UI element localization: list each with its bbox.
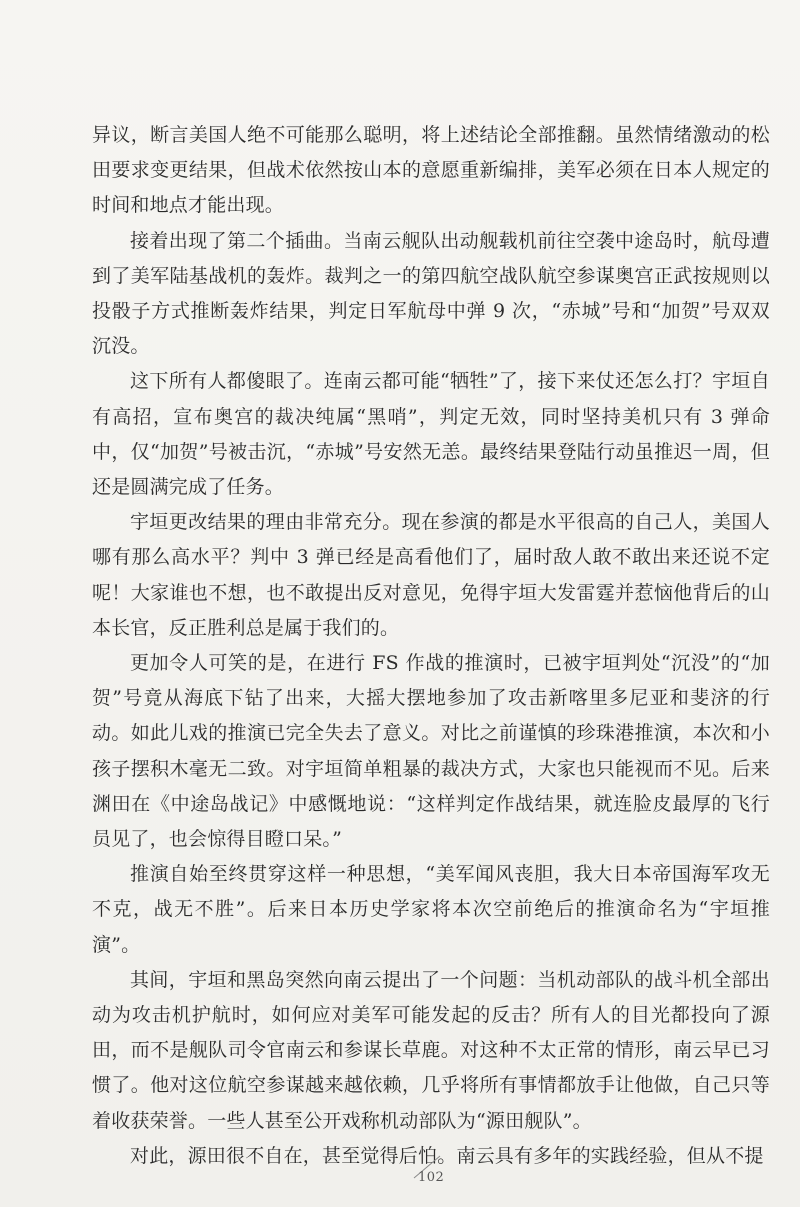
paragraph-6: 推演自始至终贯穿这样一种思想，“美军闻风丧胆，我大日本帝国海军攻无不克，战无不胜”。后来日本历史学家将本次空前绝后的推演命名为“宇垣推演”。 — [92, 863, 770, 956]
paragraph-3: 这下所有人都傻眼了。连南云都可能“牺牲”了，接下来仗还怎么打？宇垣自有高招，宣布奥宫的裁决纯属“黑哨”，判定无效，同时坚持美机只有 3 弹命中，仅“加贺”号被击沉，“赤城”号安然无恙。最终结果登陆行动虽推迟一周，但还是圆满完成了任务。 — [92, 370, 770, 499]
page-number: 102 — [418, 1170, 445, 1185]
paragraph-2: 接着出现了第二个插曲。当南云舰队出动舰载机前往空袭中途岛时，航母遭到了美军陆基战机的轰炸。裁判之一的第四航空战队航空参谋奥宫正武按规则以投骰子方式推断轰炸结果，判定日军航母中弹 9 次，“赤城”号和“加贺”号双双沉没。 — [92, 229, 770, 358]
paragraph-5: 更加令人可笑的是，在进行 FS 作战的推演时，已被宇垣判处“沉没”的“加贺”号竟从海底下钻了出来，大摇大摆地参加了攻击新喀里多尼亚和斐济的行动。如此儿戏的推演已完全失去了意义。对比之前谨慎的珍珠港推演，本次和小孩子摆积木毫无二致。对宇垣简单粗暴的裁决方式，大家也只能视而不见。后来渊田在《中途岛战记》中感慨地说：“这样判定作战结果，就连脸皮最厚的飞行员见了，也会惊得目瞪口呆。” — [92, 652, 770, 851]
paragraph-4: 宇垣更改结果的理由非常充分。现在参演的都是水平很高的自己人，美国人哪有那么高水平？判中 3 弹已经是高看他们了，届时敌人敢不敢出来还说不定呢！大家谁也不想，也不敢提出反对意见，免得宇垣大发雷霆并惹恼他背后的山本长官，反正胜利总是属于我们的。 — [92, 511, 770, 639]
paragraph-7: 其间，宇垣和黑岛突然向南云提出了一个问题：当机动部队的战斗机全部出动为攻击机护航时，如何应对美军可能发起的反击？所有人的目光都投向了源田，而不是舰队司令官南云和参谋长草鹿。对这种不太正常的情形，南云早已习惯了。他对这位航空参谋越来越依赖，几乎将所有事情都放手让他做，自己只等着收获荣誉。一些人甚至公开戏称机动部队为“源田舰队”。 — [92, 968, 770, 1132]
body-text — [92, 118, 770, 1174]
page-footer — [0, 1150, 800, 1200]
paragraph-1: 异议，断言美国人绝不可能那么聪明，将上述结论全部推翻。虽然情绪激动的松田要求变更结果，但战术依然按山本的意愿重新编排，美军必须在日本人规定的时间和地点才能出现。 — [92, 124, 770, 217]
paragraph-8: 对此，源田很不自在，甚至觉得后怕。南云具有多年的实践经验，但从不提 — [130, 1144, 764, 1167]
